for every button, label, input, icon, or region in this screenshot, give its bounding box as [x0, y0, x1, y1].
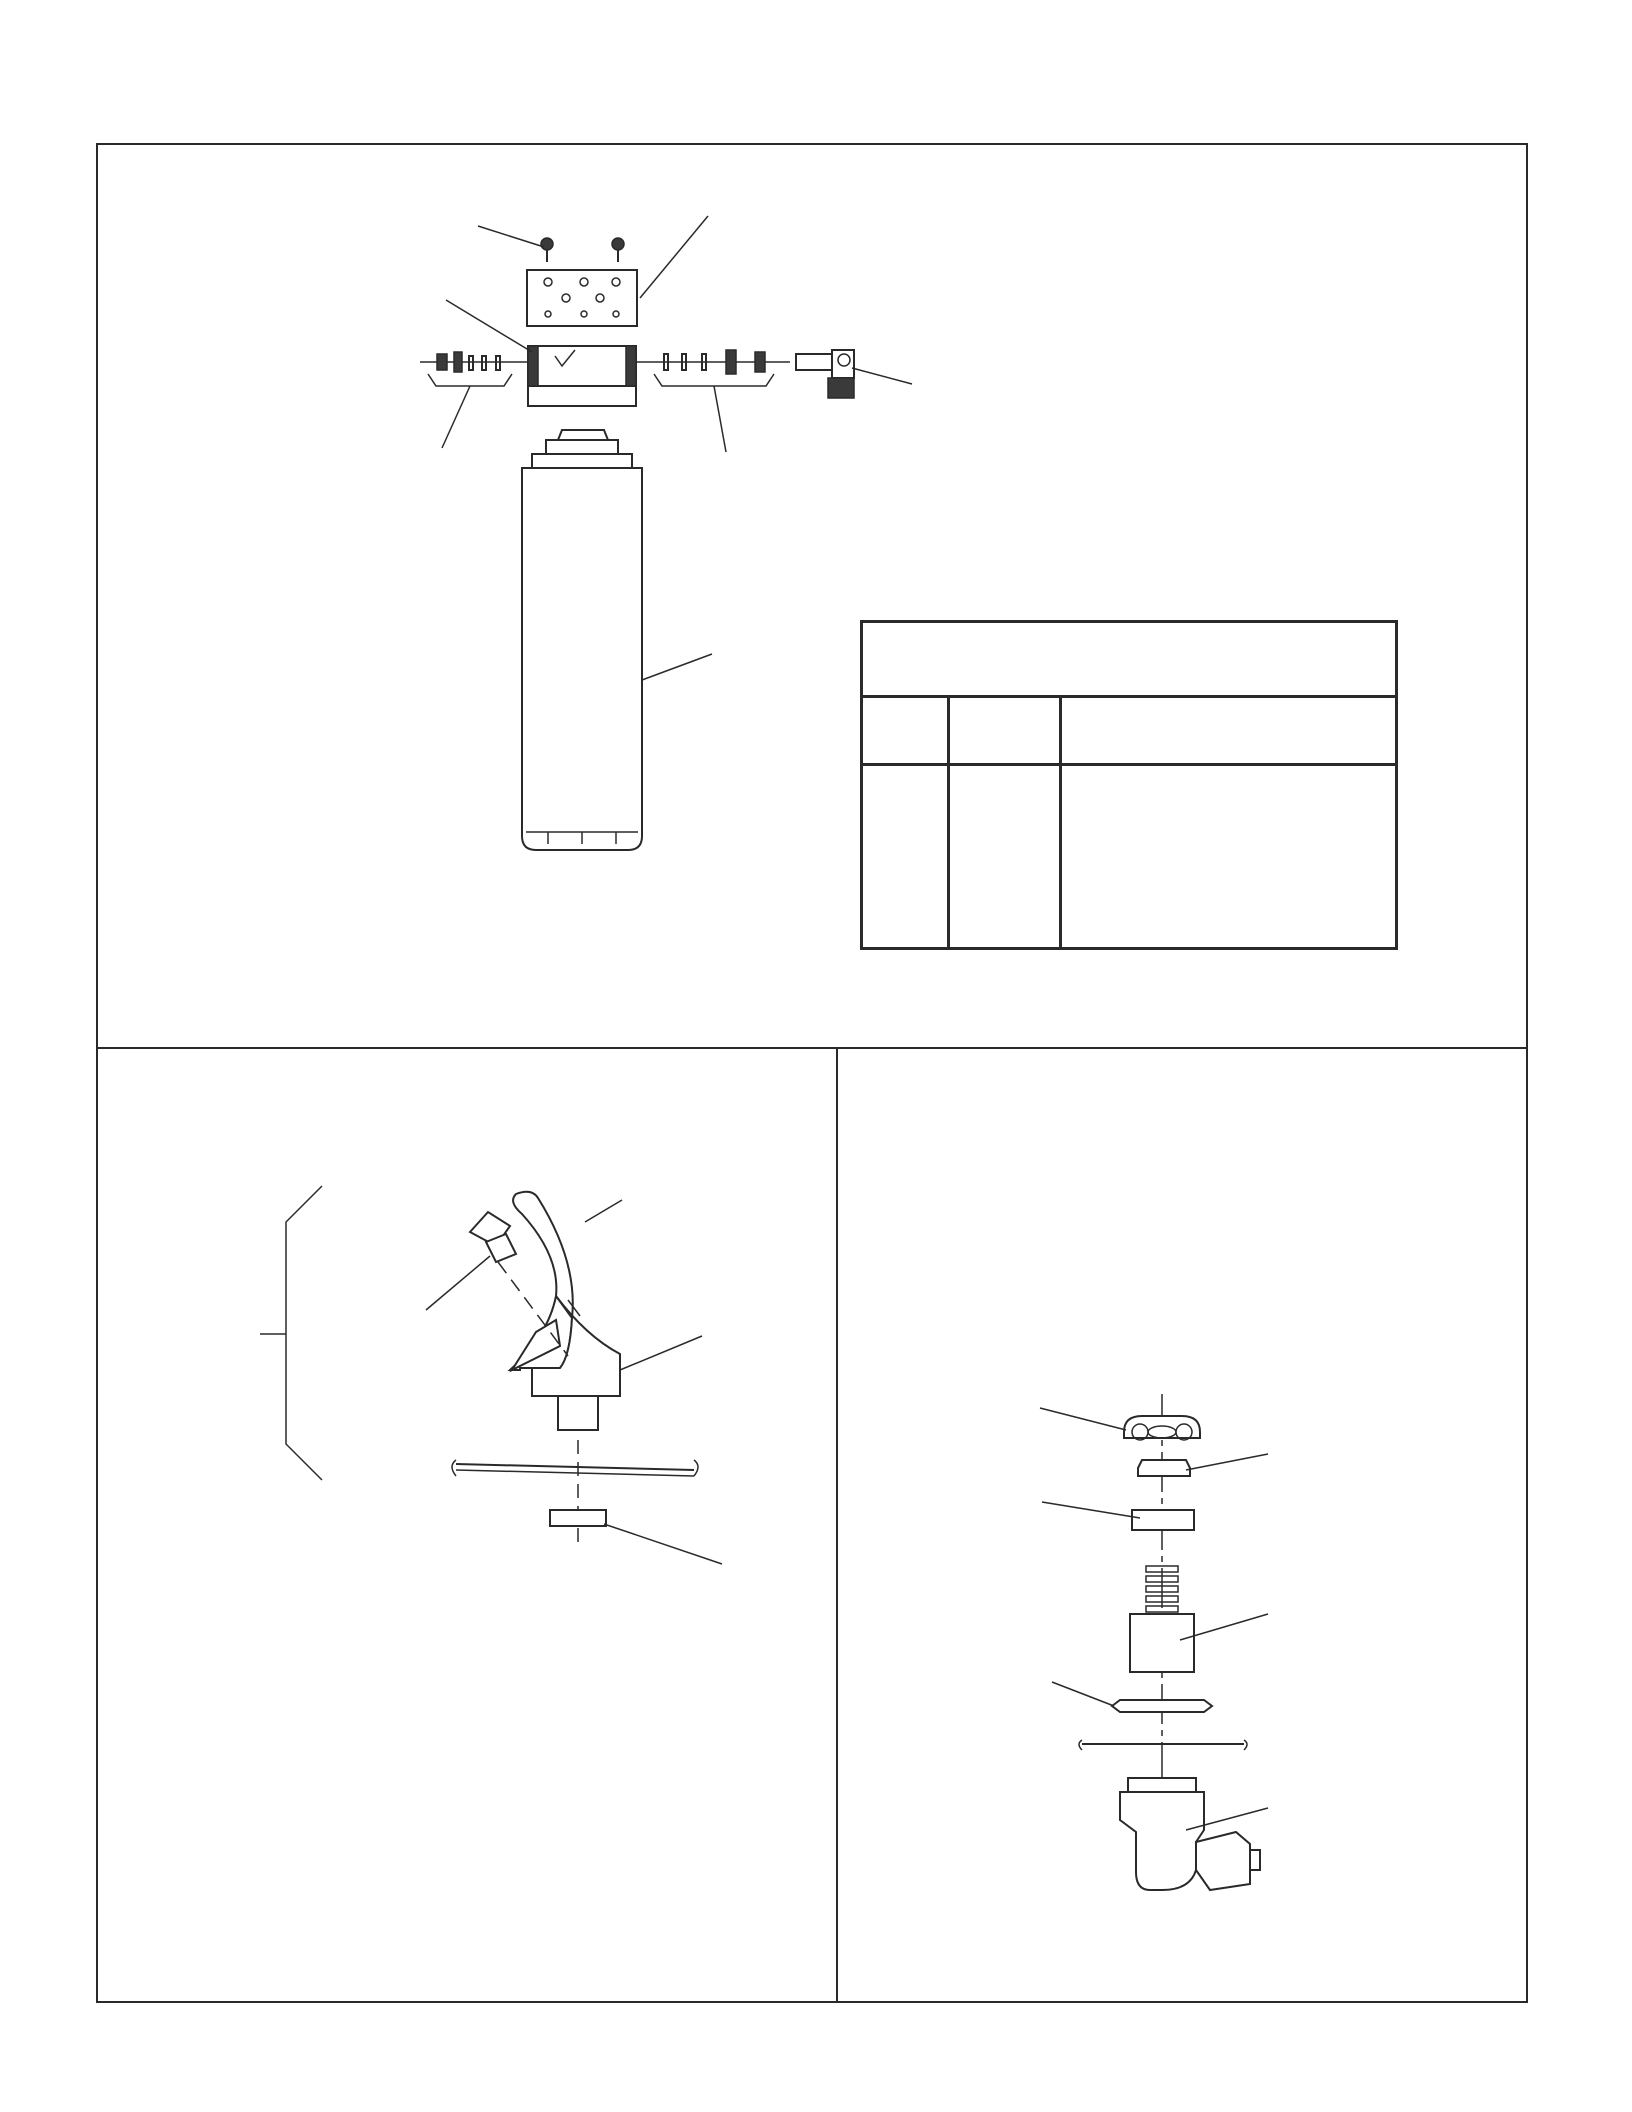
faucet-spout: [510, 1192, 702, 1430]
valve-countertop-section: [1079, 1740, 1247, 1750]
valve-base: [1120, 1778, 1268, 1890]
valve-body: [1130, 1566, 1268, 1672]
valve-locknut: [1052, 1682, 1212, 1712]
right-fittings: [636, 350, 790, 452]
mounting-screws: [478, 226, 624, 262]
valve-cap: [1040, 1408, 1200, 1440]
valve-cap-insert: [1138, 1454, 1268, 1476]
countertop-section: [452, 1440, 698, 1548]
valve-spacer: [1042, 1502, 1194, 1530]
mounting-bracket: [527, 216, 708, 326]
faucet-mounting-nut: [550, 1510, 722, 1564]
faucet-bracket: [260, 1186, 322, 1480]
left-fittings: [420, 352, 528, 448]
filter-cartridge: [522, 430, 712, 850]
elbow-connector: [796, 350, 912, 398]
